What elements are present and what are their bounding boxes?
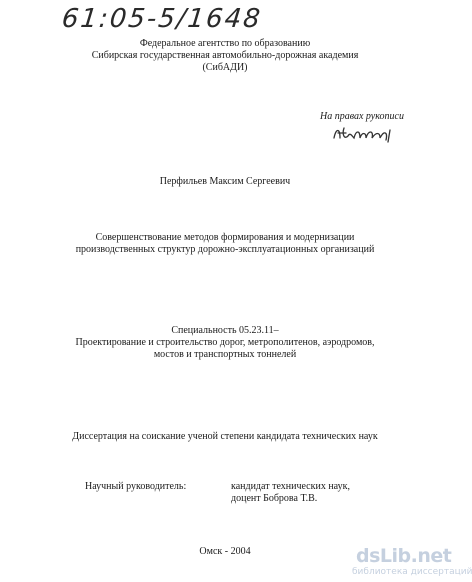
supervisor-title: кандидат технических наук, [231,481,350,492]
specialty-code: Специальность 05.23.11– [171,325,279,336]
specialty-line-1: Проектирование и строительство дорог, метрополитенов, аэродромов, [75,337,375,348]
watermark-subtitle: библиотека диссертаций [352,567,472,577]
academy-abbr: (СибАДИ) [202,62,248,73]
supervisor-label: Научный руководитель: [85,481,187,492]
dslib-watermark-logo [352,545,472,582]
catalog-number-text: 61:05-5/1648 [60,4,264,34]
watermark-brand: dsLib.net [356,545,452,567]
academy-name: Сибирская государственная автомобильно-дорожная академия [91,50,359,61]
manuscript-rights-label: На правах рукописи [320,111,404,122]
author-name: Перфильев Максим Сергеевич [159,176,291,187]
supervisor-name: доцент Боброва Т.В. [231,493,318,504]
handwritten-catalog-number [62,4,302,38]
handwritten-signature [330,124,400,146]
dissertation-title-line-1: Совершенствование методов формирования и модернизации [95,232,355,243]
specialty-line-2: мостов и транспортных тоннелей [153,349,297,360]
agency-name: Федеральное агентство по образованию [139,38,311,49]
degree-statement: Диссертация на соискание ученой степени кандидата технических наук [72,431,378,442]
dissertation-title-line-2: производственных структур дорожно-эксплуатационных организаций [75,244,375,255]
place-and-year: Омск - 2004 [199,546,251,557]
